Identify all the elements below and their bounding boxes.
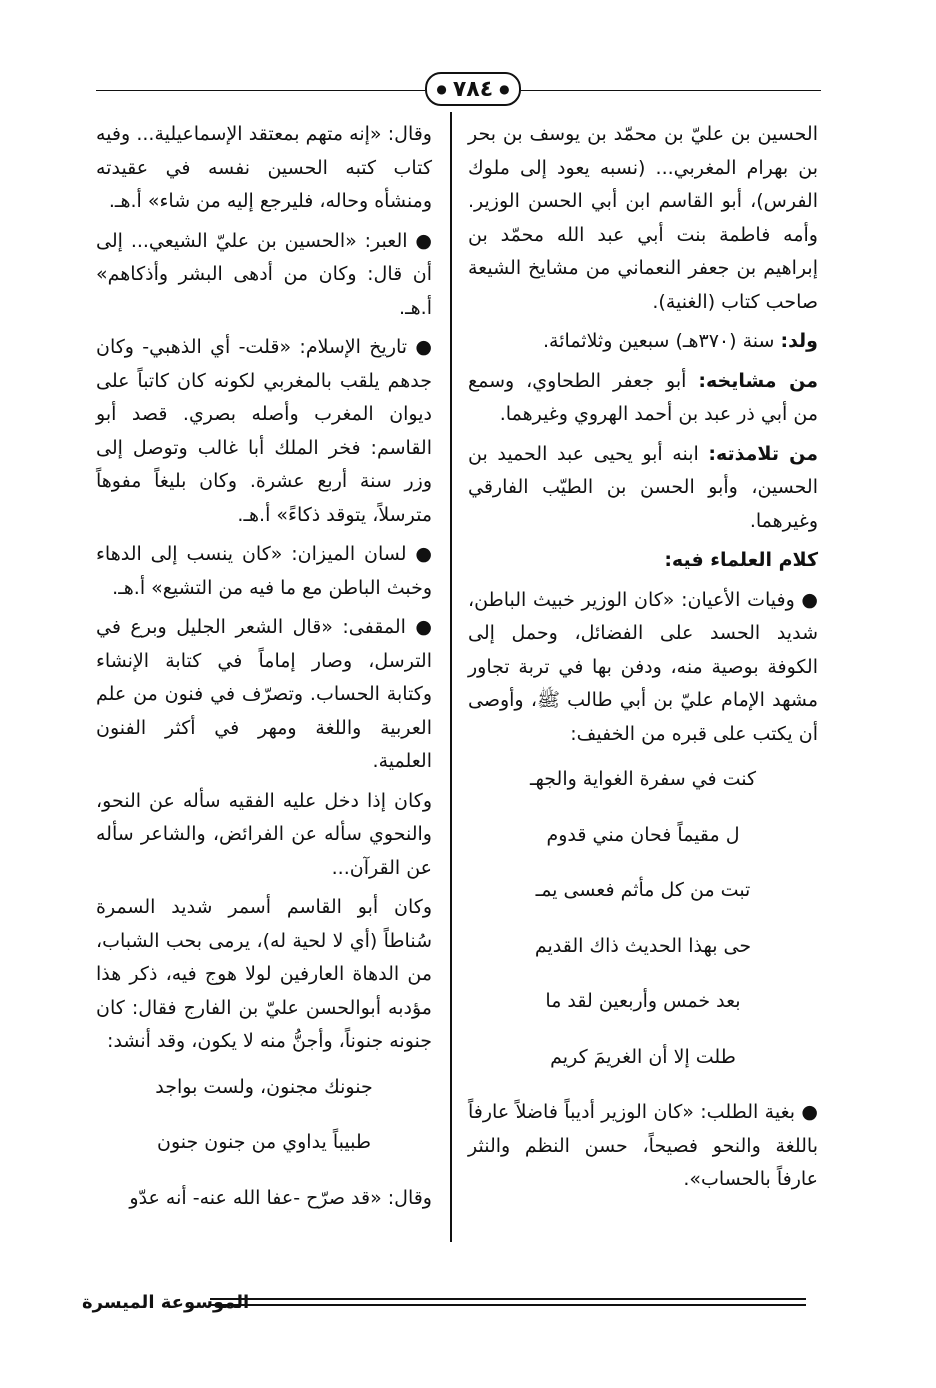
paragraph: وكان إذا دخل عليه الفقيه سأله عن النحو، والنحوي سأله عن الفرائض، والشاعر سأله عن القرآن...: [96, 789, 432, 879]
teachers-text: أبو جعفر الطحاوي، وسمع من أبي ذر عبد بن أحمد الهروي وغيرهما.: [468, 369, 818, 425]
teachers-label: من مشايخه:: [698, 369, 818, 392]
wafayat-paragraph: ● وفيات الأعيان: «كان الوزير خبيث الباطن، شديد الحسد على الفضائل، وحمل إلى الكوفة بوصية منه، ودفن بها في تربة تجاور مشهد الإمام عليّ بن أبي طالب ﷺ، وأوصى أن يكتب على قبره من الخفيف:: [468, 588, 818, 745]
header-rule-left: [96, 90, 425, 91]
students-text: ابنه أبو يحيى عبد الحميد بن الحسين، وأبو الحسن بن الطيّب الفارقي وغيرهما.: [468, 442, 818, 532]
page-number: [425, 72, 521, 106]
verse-line: جنونك مجنون، ولست بواجد: [155, 1075, 373, 1098]
footer-rule: [210, 1304, 806, 1306]
scholars-heading: كلام العلماء فيه:: [664, 549, 818, 571]
students-paragraph: [468, 438, 818, 539]
footer-title: الموسوعة الميسرة: [82, 1292, 250, 1313]
bughya-paragraph: ● بغية الطلب: «كان الوزير أديباً فاضلاً عارفاً باللغة والنحو فصيحاً، حسن النظم والنثر عارفاً بالحساب».: [468, 1101, 818, 1190]
verse-line: بعد خمس وأربعين لقد ما: [545, 990, 741, 1012]
column-divider: [450, 112, 452, 1242]
verse-line: ل مقيماً فحان مني قدوم: [546, 823, 740, 846]
ornament-dot-icon: ●: [436, 82, 447, 96]
paragraph: وكان أبو القاسم أسمر شديد السمرة سُناطاً (أي لا لحية له)، يرمى بحب الشباب، من الدهاة العارفين لولا هوج فيه، ذكر هذا مؤدبه أبوالحسن عليّ بن الفارج فقال: كان جنونه جنوناً، وأجنُّ منه لا يكون، وقد أنشد:: [96, 896, 432, 1052]
right-column: [468, 118, 818, 1203]
born-paragraph: [468, 325, 818, 359]
paragraph: ● لسان الميزان: «كان ينسب إلى الدهاء وخبث الباطن مع ما فيه من التشيع» أ.هـ.: [96, 543, 432, 599]
teachers-paragraph: [468, 365, 818, 432]
ornament-dot-icon: ●: [499, 82, 510, 96]
paragraph: ● تاريخ الإسلام: «قلت- أي الذهبي- وكان جدهم يلقب بالمغربي لكونه كان كاتباً على ديوان المغرب وأصله بصري. قصد أبو القاسم: فخر الملك أبا غالب وتوصل إلى وزر سنة أربع عشرة. وكان بليغاً مفوهاً مترسلاً، يتوقد ذكاءً» أ.هـ.: [96, 336, 432, 526]
born-label: ولد:: [780, 330, 818, 352]
paragraph: وقال: «قد صرّح -عفا الله عنه- أنه عدّو: [129, 1186, 432, 1209]
born-text: سنة (٣٧٠هـ) سبعين وثلاثمائة.: [543, 330, 781, 352]
header-rule-right: [521, 90, 821, 91]
verse-line: كنت في سفرة الغواية والجهـ: [529, 768, 757, 790]
paragraph: وقال: «إنه متهم بمعتقد الإسماعيلية... وفيه كتاب كتبه الحسين نفسه في عقيدته ومنشأه وحاله، فليرجع إليه من شاء» أ.هـ.: [96, 123, 432, 212]
bio-paragraph: الحسين بن عليّ بن محمّد بن يوسف بن بحر بن بهرام المغربي... (نسبه يعود إلى ملوك الفرس)، أبو القاسم ابن أبي الحسن الوزير. وأمه فاطمة بنت أبي عبد الله محمّد بن إبراهيم بن جعفر النعماني من مشايخ الشيعة صاحب كتاب (الغنية).: [468, 123, 818, 313]
students-label: من تلامذته:: [708, 442, 818, 465]
verse-line: تبت من كل مأثم فعسى يمـ: [535, 879, 751, 901]
left-column: [96, 118, 432, 1221]
verse-line: طلت إلا أن الغريمَ كريم: [550, 1045, 736, 1068]
footer-rule: [210, 1298, 806, 1300]
verse-line: طبيباً يداوي من جنون جنون: [157, 1131, 371, 1153]
paragraph: ● العبر: «الحسين بن عليّ الشيعي... إلى أن قال: وكان من أدهى البشر وأذكاهم» أ.هـ.: [96, 229, 432, 319]
paragraph: ● المقفى: «قال الشعر الجليل وبرع في الترسل، وصار إماماً في كتابة الإنشاء وكتابة الحساب. وتصرّف في فنون من علم العربية واللغة ومهر في أكثر الفنون العلمية.: [96, 616, 432, 772]
page-number-text: ٧٨٤: [452, 76, 494, 102]
verse-line: حى بهذا الحديث ذاك القديم: [534, 934, 752, 957]
